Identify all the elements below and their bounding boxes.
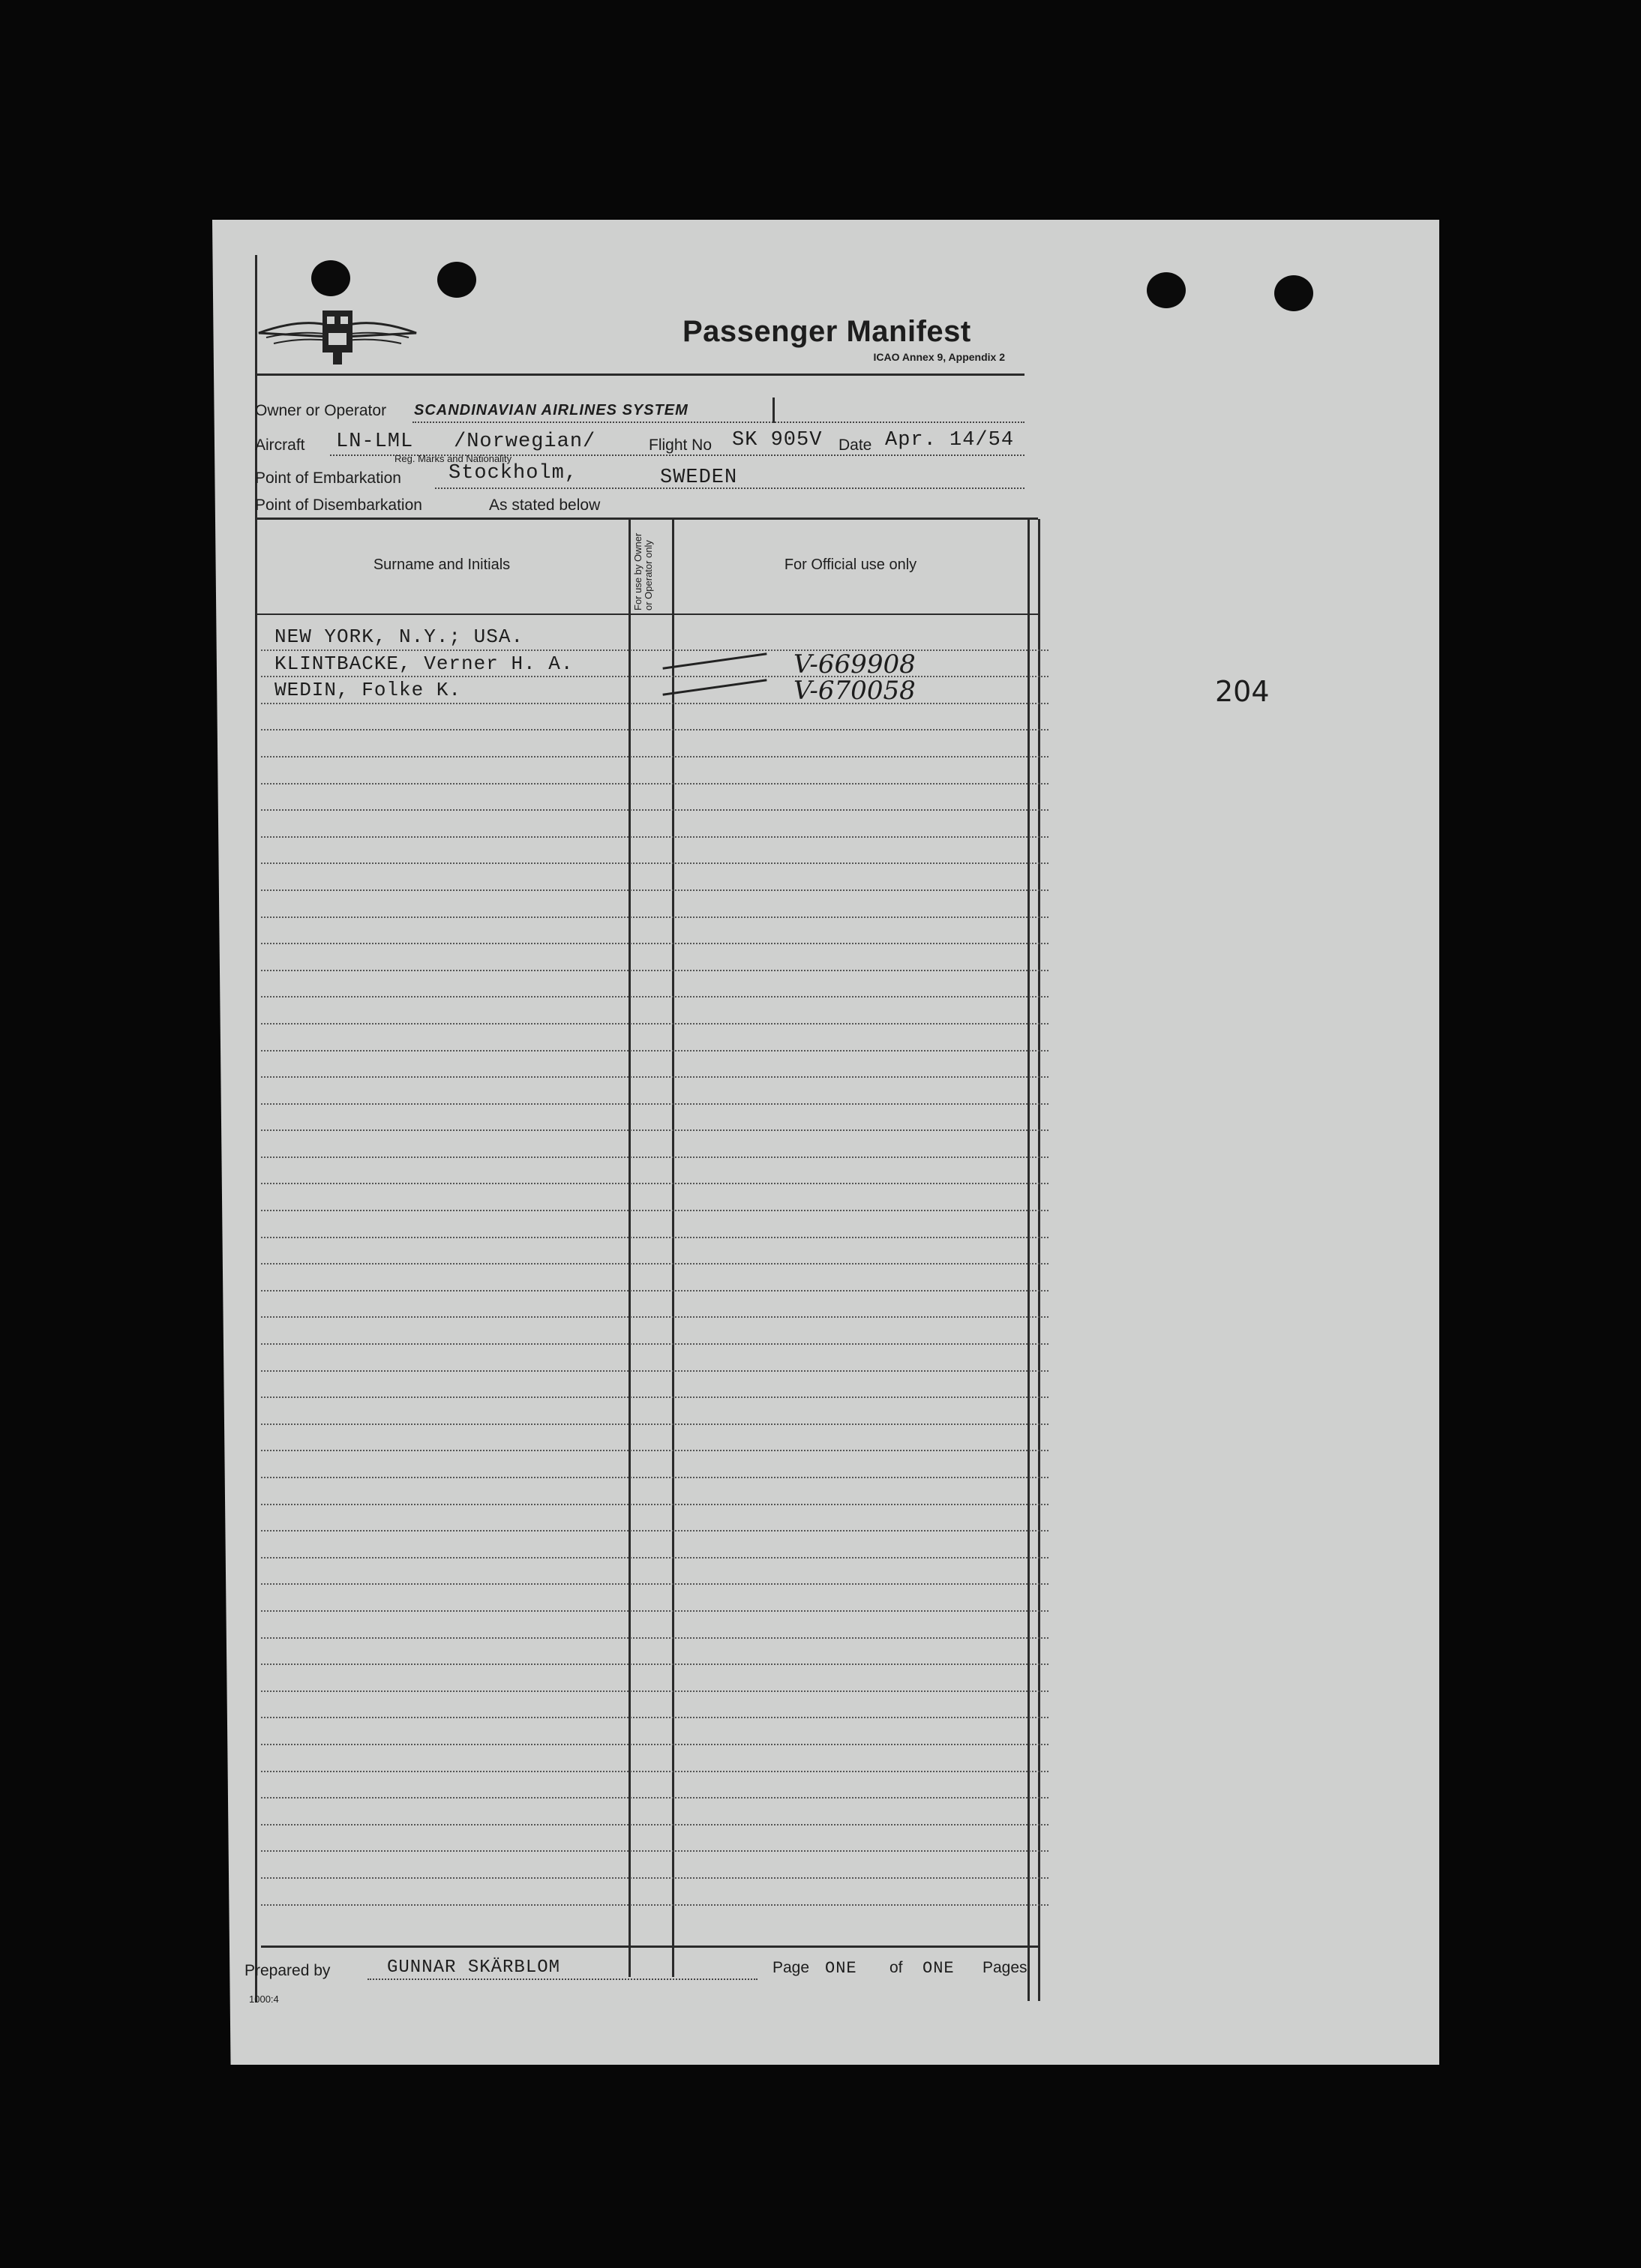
date-label: Date xyxy=(838,436,872,454)
table-row xyxy=(261,1451,1048,1478)
owner-value: SCANDINAVIAN AIRLINES SYSTEM xyxy=(414,402,688,418)
table-top-rule xyxy=(255,518,1038,520)
header-bottom-rule xyxy=(255,614,1038,615)
table-bottom-rule xyxy=(261,1946,1038,1948)
embark-country: SWEDEN xyxy=(660,466,738,489)
table-row xyxy=(261,1585,1048,1612)
passenger-name: NEW YORK, N.Y.; USA. xyxy=(274,626,524,648)
table-row xyxy=(261,918,1048,945)
owner-line xyxy=(412,422,1024,423)
table-row xyxy=(261,811,1048,838)
table-row xyxy=(261,1078,1048,1105)
aircraft-reg: LN-LML xyxy=(336,430,414,453)
form-number: 1000:4 xyxy=(249,1994,279,2005)
owner-label: Owner or Operator xyxy=(255,402,387,419)
owner-use-mark xyxy=(662,652,766,669)
prepared-label: Prepared by xyxy=(244,1962,331,1979)
table-row xyxy=(261,1345,1048,1372)
owner-end-mark xyxy=(772,398,775,423)
col-header-surname: Surname and Initials xyxy=(373,556,511,573)
flight-label: Flight No xyxy=(649,436,712,454)
col-header-official: For Official use only xyxy=(784,556,917,573)
table-row xyxy=(261,944,1048,971)
table-row xyxy=(261,971,1048,998)
official-number: V-669908 xyxy=(794,649,916,680)
table-row xyxy=(261,1238,1048,1265)
reg-caption: Reg. Marks and Nationality xyxy=(394,453,512,464)
prepared-line xyxy=(368,1978,758,1980)
table-row xyxy=(261,1425,1048,1452)
table-row xyxy=(261,1772,1048,1799)
pages-label: Pages xyxy=(982,1959,1028,1976)
table-row xyxy=(261,1879,1048,1906)
disembark-label: Point of Disembarkation xyxy=(255,496,422,514)
table-row xyxy=(261,651,1048,678)
table-row xyxy=(261,1665,1048,1692)
passenger-rows xyxy=(261,624,1048,1906)
table-row xyxy=(261,758,1048,784)
table-row xyxy=(261,1558,1048,1586)
table-row xyxy=(261,1826,1048,1852)
table-row xyxy=(261,1798,1048,1826)
of-value: ONE xyxy=(922,1959,955,1978)
aircraft-line xyxy=(330,454,1024,456)
of-label: of xyxy=(890,1959,903,1976)
embark-city: Stockholm, xyxy=(448,462,578,484)
punch-hole xyxy=(1147,272,1186,308)
table-row xyxy=(261,1398,1048,1425)
flight-value: SK 905V xyxy=(732,429,823,452)
table-row xyxy=(261,1612,1048,1639)
page-stamp-number: 204 xyxy=(1215,675,1270,708)
table-row xyxy=(261,1024,1048,1052)
owner-use-mark xyxy=(662,679,766,695)
passenger-name: KLINTBACKE, Verner H. A. xyxy=(274,652,574,675)
passenger-name: WEDIN, Folke K. xyxy=(274,679,462,702)
page-value: ONE xyxy=(825,1959,857,1978)
aircraft-nationality: /Norwegian/ xyxy=(454,430,596,453)
disembark-value: As stated below xyxy=(489,496,601,514)
table-row xyxy=(261,1718,1048,1745)
table-row xyxy=(261,1372,1048,1399)
table-row xyxy=(261,1184,1048,1211)
manifest-form xyxy=(244,255,1056,2010)
table-row xyxy=(261,998,1048,1024)
table-row xyxy=(261,1532,1048,1558)
punch-hole xyxy=(1274,275,1313,311)
header-rule xyxy=(255,374,1024,376)
table-row xyxy=(261,730,1048,758)
table-row xyxy=(261,677,1048,704)
table-row xyxy=(261,1105,1048,1132)
embark-label: Point of Embarkation xyxy=(255,470,401,487)
table-row xyxy=(261,864,1048,891)
table-row xyxy=(261,784,1048,812)
table-row xyxy=(261,1692,1048,1719)
table-row xyxy=(261,1052,1048,1078)
page-subtitle: ICAO Annex 9, Appendix 2 xyxy=(873,351,1005,363)
airline-logo-icon xyxy=(255,303,420,370)
table-row xyxy=(261,1318,1048,1345)
date-value: Apr. 14/54 xyxy=(885,429,1015,452)
table-row xyxy=(261,1505,1048,1532)
table-row xyxy=(261,1131,1048,1158)
table-row xyxy=(261,1211,1048,1238)
official-number: V-670058 xyxy=(794,676,916,706)
table-row xyxy=(261,838,1048,865)
table-row xyxy=(261,1264,1048,1292)
table-row xyxy=(261,1478,1048,1505)
table-row xyxy=(261,1639,1048,1666)
col-header-owner-use: For use by Owner or Operator only xyxy=(632,532,654,610)
table-row xyxy=(261,1292,1048,1318)
table-row xyxy=(261,1158,1048,1185)
table-row xyxy=(261,624,1048,651)
page-title: Passenger Manifest xyxy=(682,315,971,348)
embark-line xyxy=(435,488,1024,489)
aircraft-label: Aircraft xyxy=(255,436,305,454)
table-row xyxy=(261,1745,1048,1772)
table-row xyxy=(261,704,1048,731)
table-row xyxy=(261,891,1048,918)
page-label: Page xyxy=(772,1959,810,1976)
table-row xyxy=(261,1852,1048,1879)
prepared-value: GUNNAR SKÄRBLOM xyxy=(387,1958,561,1978)
